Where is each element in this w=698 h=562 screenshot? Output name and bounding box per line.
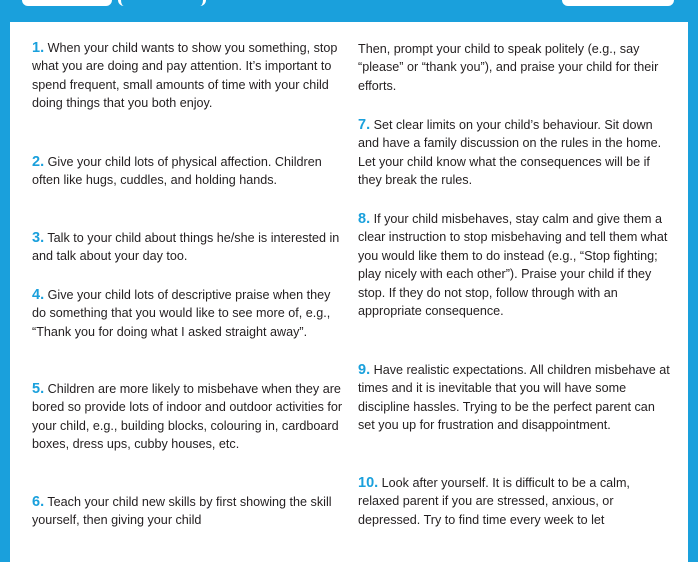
tip-4 xyxy=(32,286,344,341)
tip-number: 4. xyxy=(32,287,45,303)
tip-8 xyxy=(358,210,672,320)
tip-number: 2. xyxy=(32,154,45,170)
tip-6 xyxy=(32,493,344,530)
tip-text: Give your child lots of physical affection. Children often like hugs, cuddles, and holding hands. xyxy=(32,155,322,188)
header-tab-right xyxy=(562,0,674,6)
tip-number: 8. xyxy=(358,211,371,227)
title-swash-right xyxy=(198,0,206,6)
tip-6-continued xyxy=(358,40,672,95)
tip-number: 1. xyxy=(32,40,45,56)
tip-text: Talk to your child about things he/she is interested in and talk about your day too. xyxy=(32,231,340,264)
tip-text: Have realistic expectations. All children misbehave at times and it is inevitable that you will have some discipline hassles. Trying to be the perfect parent can set you up for frustration and disappointment. xyxy=(358,363,670,433)
tip-3 xyxy=(32,229,344,266)
title-swash-left xyxy=(118,0,126,6)
tip-9 xyxy=(358,361,672,435)
tip-1 xyxy=(32,39,344,113)
tip-5 xyxy=(32,380,344,454)
tip-number: 9. xyxy=(358,362,371,378)
tip-number: 3. xyxy=(32,230,45,246)
tip-2 xyxy=(32,153,344,190)
tip-number: 7. xyxy=(358,117,371,133)
tip-7 xyxy=(358,116,672,190)
tip-text: When your child wants to show you something, stop what you are doing and pay attention. It’s important to spend frequent, small amounts of time with your child doing things that you both enjoy. xyxy=(32,41,338,111)
tip-number: 10. xyxy=(358,475,379,491)
tip-number: 5. xyxy=(32,381,45,397)
tip-text: Set clear limits on your child’s behaviour. Sit down and have a family discussion on the rules in the home. Let your child know what the consequences will be if they break the rules. xyxy=(358,118,662,188)
tip-text: Then, prompt your child to speak politely (e.g., say “please” or “thank you”), and praise your child for their efforts. xyxy=(358,42,659,93)
tip-number: 6. xyxy=(32,494,45,510)
tip-text: Children are more likely to misbehave when they are bored so provide lots of indoor and outdoor activities for your child, e.g., building blocks, colouring in, cardboard boxes, dress ups, cubby houses, etc. xyxy=(32,382,343,452)
header-band xyxy=(0,0,698,10)
tip-text: Give your child lots of descriptive praise when they do something that you would like to see more of, e.g., “Thank you for doing what I asked straight away”. xyxy=(32,288,331,339)
tip-text: Look after yourself. It is difficult to be a calm, relaxed parent if you are stressed, anxious, or depressed. Try to find time every week to let xyxy=(358,476,630,527)
header-tab-left xyxy=(22,0,112,6)
tip-text: If your child misbehaves, stay calm and give them a clear instruction to stop misbehaving and tell them what you would like them to do instead (e.g., “Stop fighting; play nicely with each other”). Praise your child if they stop. If they do not stop, follow through with an appropriate consequence. xyxy=(358,212,668,319)
tips-sheet xyxy=(10,22,688,562)
tip-text: Teach your child new skills by first showing the skill yourself, then giving your child xyxy=(32,495,332,528)
tip-10 xyxy=(358,474,672,529)
